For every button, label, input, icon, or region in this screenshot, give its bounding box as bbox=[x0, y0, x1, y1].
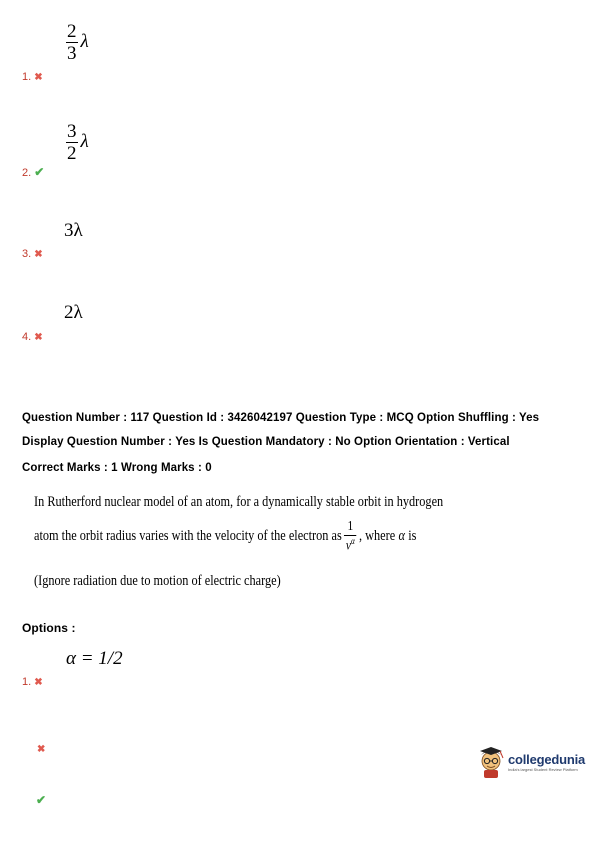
option-2-fraction bbox=[66, 122, 78, 163]
question-text-line-2 bbox=[34, 520, 416, 554]
option-1-denominator: 3 bbox=[67, 43, 77, 64]
fraction-base: v bbox=[345, 538, 351, 554]
question-text-is: is bbox=[408, 528, 417, 545]
option-4-expression: 2λ bbox=[64, 302, 83, 323]
alpha-symbol: α bbox=[398, 528, 405, 545]
option-3-number: 3. bbox=[22, 248, 32, 260]
fraction-numerator: 1 bbox=[344, 520, 356, 536]
new-option-1-number: 1. bbox=[22, 676, 32, 688]
option-1-fraction bbox=[66, 22, 78, 63]
wrong-icon: ✖ bbox=[34, 332, 43, 343]
question-text-line-2-post: , where bbox=[358, 528, 396, 545]
option-2-expression bbox=[66, 122, 89, 163]
brand-name: collegedunia bbox=[508, 751, 586, 767]
option-2-label bbox=[22, 165, 44, 179]
brand-tagline: India's largest Student Review Platform bbox=[508, 766, 578, 772]
option-2-number: 2. bbox=[22, 167, 32, 179]
mascot-logo-icon bbox=[476, 745, 506, 779]
fraction-exponent: α bbox=[350, 536, 355, 546]
correct-icon: ✔ bbox=[34, 165, 45, 179]
option-1-number: 1. bbox=[22, 71, 32, 83]
wrong-icon: ✖ bbox=[34, 677, 43, 688]
wrong-icon: ✖ bbox=[34, 72, 43, 83]
option-1-label bbox=[22, 71, 43, 83]
option-4-number: 4. bbox=[22, 331, 32, 343]
option-3-expression: 3λ bbox=[64, 220, 83, 241]
option-2-denominator: 2 bbox=[67, 143, 77, 164]
wrong-icon: ✖ bbox=[37, 744, 46, 755]
option-2-numerator: 3 bbox=[67, 121, 77, 142]
correct-icon: ✔ bbox=[36, 793, 47, 807]
option-2-lambda: λ bbox=[80, 130, 89, 152]
option-1-lambda: λ bbox=[80, 30, 89, 52]
new-option-1-expression: α = 1/2 bbox=[66, 648, 123, 669]
question-meta-line-3: Correct Marks : 1 Wrong Marks : 0 bbox=[22, 462, 212, 474]
option-4-label bbox=[22, 331, 43, 343]
wrong-icon: ✖ bbox=[34, 249, 43, 260]
brand-text-block bbox=[508, 753, 585, 772]
options-label: Options : bbox=[22, 621, 76, 635]
question-text-line-1: In Rutherford nuclear model of an atom, for a dynamically stable orbit in hydrogen bbox=[34, 494, 444, 510]
question-meta-line-2: Display Question Number : Yes Is Question Mandatory : No Option Orientation : Vertical bbox=[22, 436, 510, 448]
option-3-label bbox=[22, 248, 43, 260]
new-option-1-label bbox=[22, 676, 43, 688]
velocity-fraction bbox=[344, 520, 356, 554]
fraction-denominator bbox=[346, 536, 355, 554]
question-text-line-2-pre: atom the orbit radius varies with the velocity of the electron as bbox=[34, 528, 342, 545]
option-1-expression bbox=[66, 22, 89, 63]
question-text-line-3: (Ignore radiation due to motion of electric charge) bbox=[34, 573, 281, 589]
collegedunia-watermark bbox=[476, 745, 585, 779]
question-meta-line-1: Question Number : 117 Question Id : 3426042197 Question Type : MCQ Option Shuffling : Yes bbox=[22, 412, 540, 424]
option-1-numerator: 2 bbox=[67, 21, 77, 42]
